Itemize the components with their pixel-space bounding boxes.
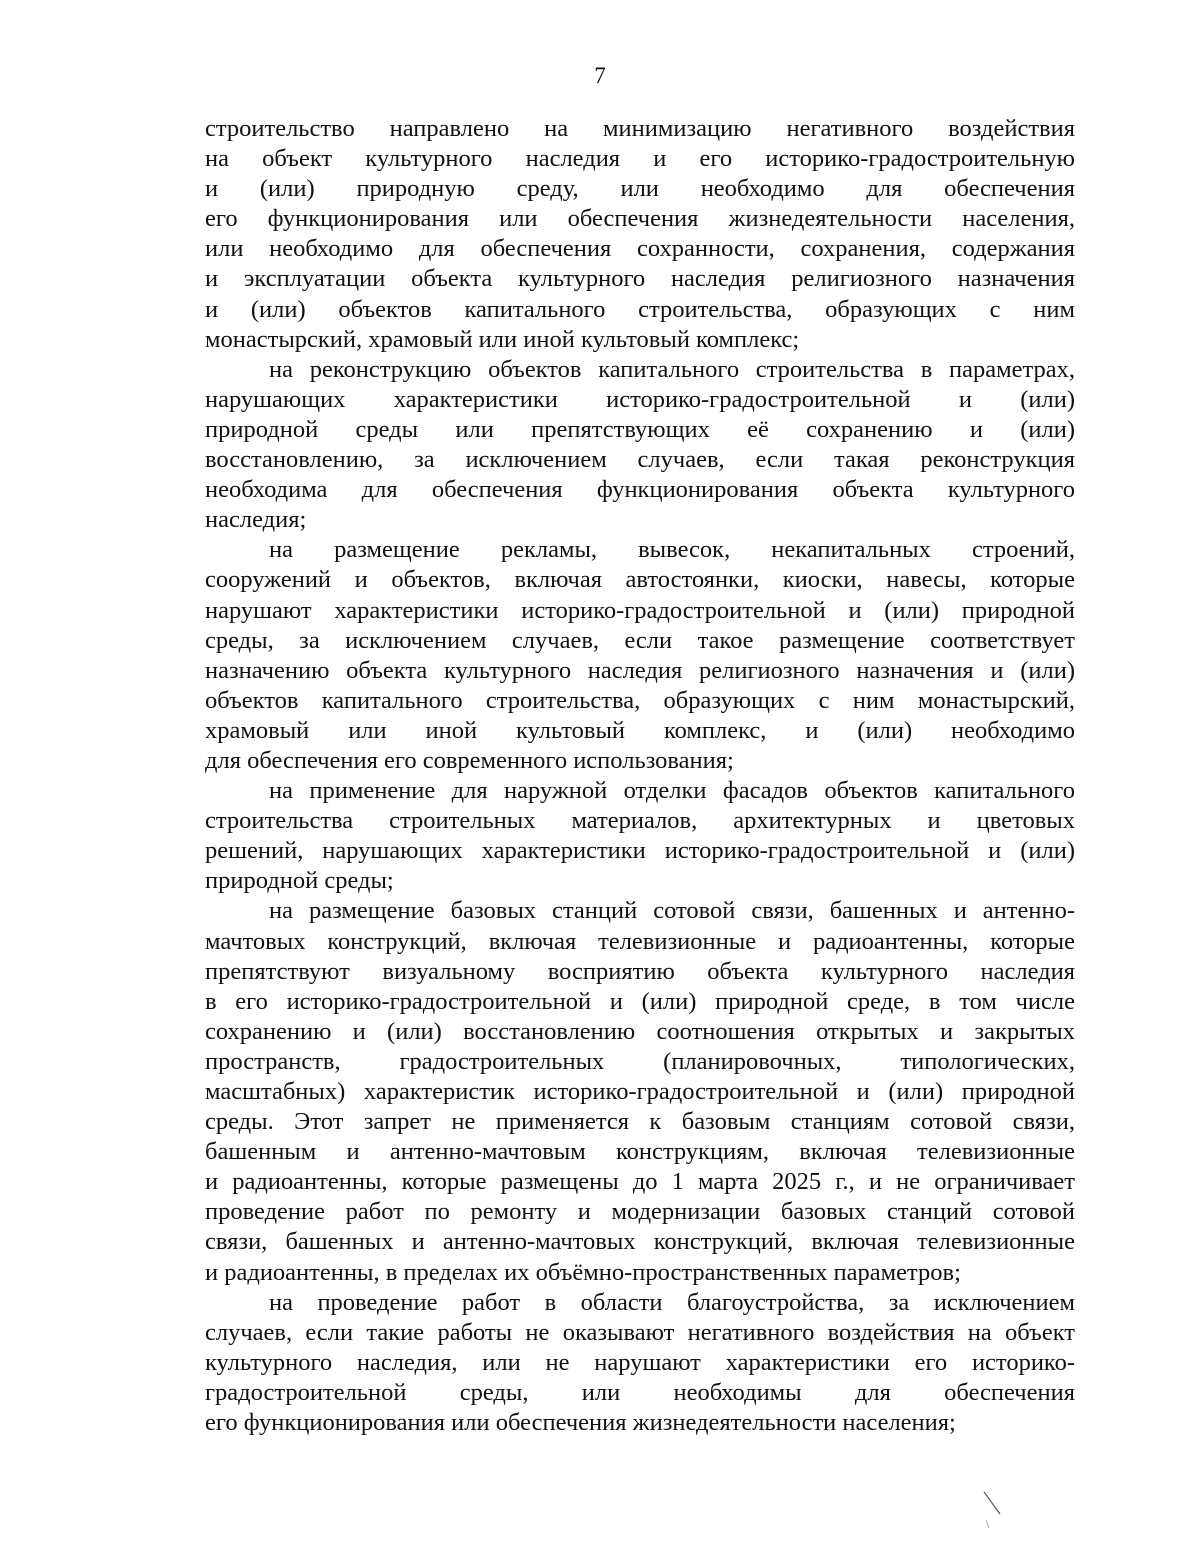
text-line: его функционирования или обеспечения жизнедеятельности населения, bbox=[205, 205, 1075, 233]
text-line: восстановлению, за исключением случаев, если такая реконструкция bbox=[205, 446, 1075, 474]
text-line: препятствуют визуальному восприятию объекта культурного наследия bbox=[205, 957, 1075, 985]
text-line: башенным и антенно-мачтовым конструкциям, включая телевизионные bbox=[205, 1138, 1075, 1166]
text-line: строительство направлено на минимизацию негативного воздействия bbox=[205, 115, 1075, 142]
text-line: на размещение рекламы, вывесок, некапитальных строений, bbox=[269, 536, 1075, 564]
text-line: наследия; bbox=[205, 506, 307, 534]
body-text bbox=[205, 114, 1075, 1438]
text-line: храмовый или иной культовый комплекс, и (или) необходимо bbox=[205, 716, 1075, 744]
paragraph bbox=[205, 1288, 1075, 1438]
text-line: в его историко-градостроительной и (или) природной среде, в том числе bbox=[205, 987, 1075, 1015]
text-line: на объект культурного наследия и его историко-градостроительную bbox=[205, 145, 1075, 173]
page-number: 7 bbox=[594, 63, 606, 88]
text-line: случаев, если такие работы не оказывают негативного воздействия на объект bbox=[205, 1318, 1075, 1346]
text-line: на применение для наружной отделки фасадов объектов капитального bbox=[269, 777, 1075, 805]
text-line: градостроительной среды, или необходимы для обеспечения bbox=[205, 1378, 1075, 1406]
text-line: и (или) объектов капитального строительства, образующих с ним bbox=[205, 295, 1075, 323]
paragraph bbox=[205, 114, 1075, 355]
text-line: объектов капитального строительства, образующих с ним монастырский, bbox=[205, 686, 1075, 714]
paragraph bbox=[205, 355, 1075, 536]
text-line: или необходимо для обеспечения сохранности, сохранения, содержания bbox=[205, 235, 1075, 263]
text-line: сооружений и объектов, включая автостоянки, киоски, навесы, которые bbox=[205, 566, 1075, 594]
text-line: решений, нарушающих характеристики историко-градостроительной и (или) bbox=[205, 837, 1075, 865]
text-line: мачтовых конструкций, включая телевизионные и радиоантенны, которые bbox=[205, 927, 1075, 955]
text-line: и (или) природную среду, или необходимо для обеспечения bbox=[205, 175, 1075, 203]
text-line: проведение работ по ремонту и модернизации базовых станций сотовой bbox=[205, 1198, 1075, 1226]
text-line: и радиоантенны, в пределах их объёмно-пространственных параметров; bbox=[205, 1258, 961, 1286]
text-line: на проведение работ в области благоустройства, за исключением bbox=[269, 1288, 1075, 1316]
text-line: масштабных) характеристик историко-градостроительной и (или) природной bbox=[205, 1078, 1075, 1105]
text-line: нарушающих характеристики историко-градостроительной и (или) bbox=[205, 385, 1075, 413]
text-line: и эксплуатации объекта культурного наследия религиозного назначения bbox=[205, 265, 1075, 293]
text-line: природной среды; bbox=[205, 867, 394, 895]
text-line: монастырский, храмовый или иной культовый комплекс; bbox=[205, 325, 800, 353]
paragraph bbox=[205, 776, 1075, 896]
text-line: его функционирования или обеспечения жизнедеятельности населения; bbox=[205, 1409, 956, 1437]
text-line: природной среды или препятствующих её сохранению и (или) bbox=[205, 415, 1075, 443]
text-line: и радиоантенны, которые размещены до 1 марта 2025 г., и не ограничивает bbox=[205, 1168, 1075, 1196]
paragraph bbox=[205, 535, 1075, 776]
pen-mark-icon bbox=[982, 1490, 1006, 1530]
text-line: назначению объекта культурного наследия религиозного назначения и (или) bbox=[205, 656, 1075, 684]
text-line: на реконструкцию объектов капитального строительства в параметрах, bbox=[269, 355, 1075, 383]
paragraph bbox=[205, 896, 1075, 1287]
text-line: связи, башенных и антенно-мачтовых конструкций, включая телевизионные bbox=[205, 1228, 1075, 1256]
text-line: среды, за исключением случаев, если такое размещение соответствует bbox=[205, 626, 1075, 654]
text-line: нарушают характеристики историко-градостроительной и (или) природной bbox=[205, 596, 1075, 624]
text-line: пространств, градостроительных (планировочных, типологических, bbox=[205, 1047, 1075, 1075]
text-line: сохранению и (или) восстановлению соотношения открытых и закрытых bbox=[205, 1017, 1075, 1045]
text-line: необходима для обеспечения функционирования объекта культурного bbox=[205, 476, 1075, 504]
text-line: для обеспечения его современного использования; bbox=[205, 746, 734, 774]
text-line: строительства строительных материалов, архитектурных и цветовых bbox=[205, 807, 1075, 835]
text-line: среды. Этот запрет не применяется к базовым станциям сотовой связи, bbox=[205, 1108, 1075, 1136]
text-line: на размещение базовых станций сотовой связи, башенных и антенно- bbox=[269, 897, 1075, 925]
text-line: культурного наследия, или не нарушают характеристики его историко- bbox=[205, 1348, 1075, 1376]
